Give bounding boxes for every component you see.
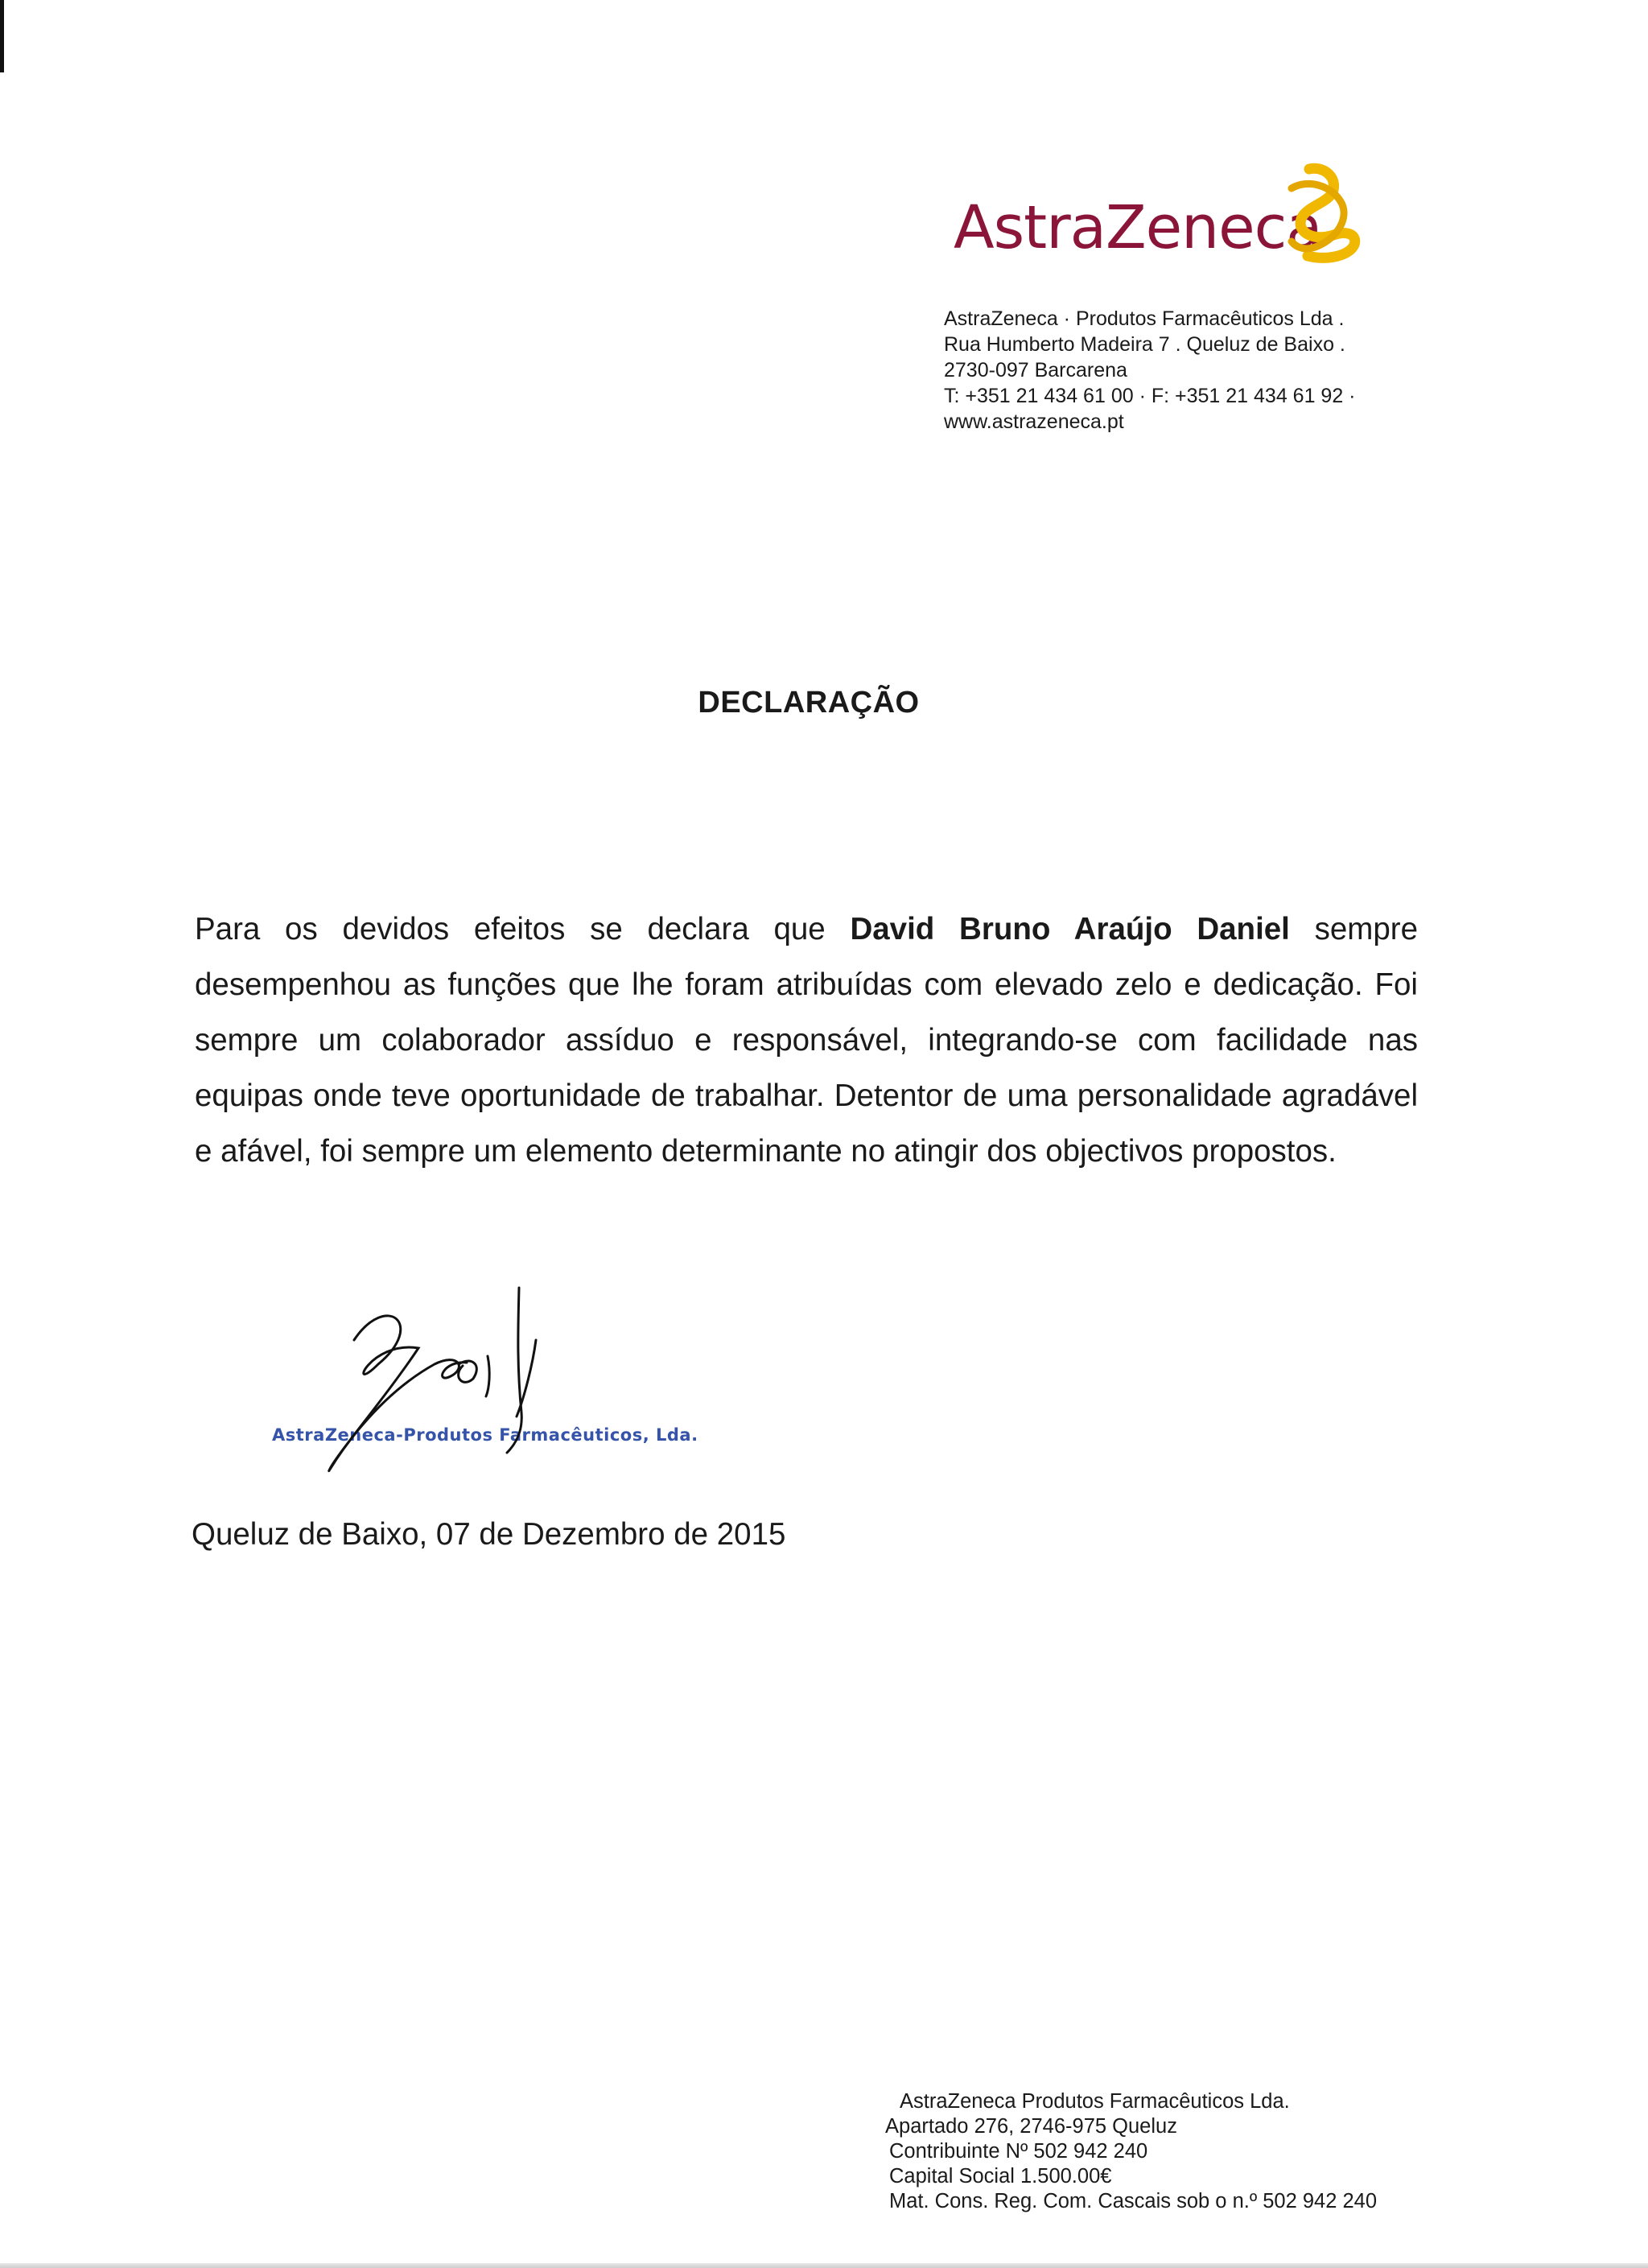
stamp-and-signature — [266, 1276, 716, 1485]
scan-edge-mark — [0, 0, 4, 72]
letterhead-line: www.astrazeneca.pt — [944, 410, 1124, 433]
place-and-date: Queluz de Baixo, 07 de Dezembro de 2015 — [192, 1517, 786, 1552]
footer-company-info — [885, 2089, 1529, 2214]
footer-line: Capital Social 1.500.00€ — [889, 2165, 1112, 2188]
letterhead-line: Rua Humberto Madeira 7 . Queluz de Baixo . — [944, 333, 1345, 356]
company-stamp: AstraZeneca-Produtos Farmacêuticos, Lda. — [272, 1425, 698, 1445]
footer-line: Mat. Cons. Reg. Com. Cascais sob o n.º 502 942 240 — [889, 2190, 1378, 2212]
footer-line: Apartado 276, 2746-975 Queluz — [885, 2115, 1177, 2138]
letterhead-line: 2730-097 Barcarena — [944, 359, 1127, 381]
scan-edge-bottom — [0, 2263, 1648, 2268]
employee-name: David Bruno Araújo Daniel — [850, 912, 1290, 946]
declaration-paragraph — [195, 901, 1418, 1179]
letterhead-line: T: +351 21 434 61 00 · F: +351 21 434 61 92 · — [944, 385, 1356, 407]
document-title: DECLARAÇÃO — [698, 686, 920, 720]
paragraph-rest: sempre desempenhou as funções que lhe foram atribuídas com elevado zelo e dedicação. Foi sempre um colaborador assíduo e responsável, integrando-se com facilidade nas equipas onde teve oportunidade de trabalhar. Detentor de uma personalidade agradável e afável, foi sempre um elemento determinante no atingir dos objectivos propostos. — [195, 912, 1419, 1169]
astrazeneca-symbol-icon — [1259, 161, 1372, 274]
company-logo — [954, 161, 1388, 282]
handwritten-signature — [266, 1276, 716, 1485]
footer-line: AstraZeneca Produtos Farmacêuticos Lda. — [900, 2090, 1290, 2113]
letterhead-line: AstraZeneca · Produtos Farmacêuticos Lda . — [944, 307, 1345, 330]
letterhead-address — [944, 306, 1507, 435]
paragraph-intro: Para os devidos efeitos se declara que — [195, 912, 851, 946]
logo-wordmark: AstraZeneca — [954, 193, 1322, 262]
footer-line: Contribuinte Nº 502 942 240 — [889, 2140, 1148, 2163]
